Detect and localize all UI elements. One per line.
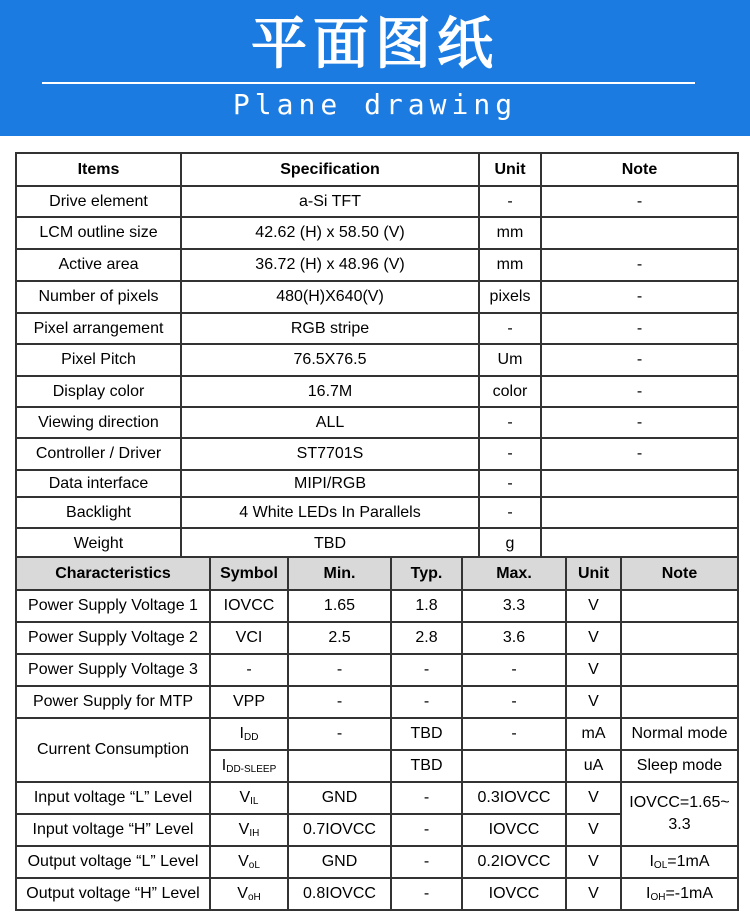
row-symbol [210, 846, 288, 878]
row-min: GND [288, 846, 391, 878]
row-note: Normal mode [621, 718, 738, 750]
table-row [16, 590, 738, 622]
row-note [621, 846, 738, 878]
row-max: 0.2IOVCC [462, 846, 566, 878]
row-symbol [210, 750, 288, 782]
row-unit: mA [566, 718, 621, 750]
cell-specification: 4 White LEDs In Parallels [181, 497, 479, 528]
row-max: - [462, 718, 566, 750]
cell-item: Controller / Driver [16, 438, 181, 470]
characteristics-header-row [16, 557, 738, 590]
table-row [16, 846, 738, 878]
spec-header-row [16, 153, 738, 186]
characteristics-table [15, 556, 739, 911]
cell-note [541, 497, 738, 528]
row-max: - [462, 686, 566, 718]
symbol-main: V [238, 853, 249, 870]
note-subscript: OH [650, 892, 666, 903]
row-note [621, 686, 738, 718]
table-row [16, 376, 738, 407]
table-row [16, 470, 738, 497]
table-row [16, 497, 738, 528]
table-row [16, 249, 738, 281]
header-symbol: Symbol [210, 557, 288, 590]
symbol-subscript: IH [249, 828, 260, 839]
row-typ: - [391, 654, 462, 686]
row-max: 3.3 [462, 590, 566, 622]
row-typ: TBD [391, 750, 462, 782]
row-min: 2.5 [288, 622, 391, 654]
cell-unit: - [479, 438, 541, 470]
row-symbol [210, 878, 288, 910]
note-main: I [649, 853, 654, 870]
table-row [16, 782, 738, 814]
cell-specification: ALL [181, 407, 479, 438]
cell-specification: 42.62 (H) x 58.50 (V) [181, 217, 479, 249]
row-symbol [210, 814, 288, 846]
symbol-main: V [237, 885, 248, 902]
cell-specification: 36.72 (H) x 48.96 (V) [181, 249, 479, 281]
cell-specification: ST7701S [181, 438, 479, 470]
cell-unit: g [479, 528, 541, 559]
row-min: - [288, 686, 391, 718]
row-min [288, 750, 391, 782]
symbol-main: I [221, 757, 227, 774]
cell-item: Weight [16, 528, 181, 559]
row-unit: V [566, 686, 621, 718]
note-rest: =1mA [667, 853, 710, 870]
row-unit: V [566, 846, 621, 878]
table-row [16, 718, 738, 750]
row-typ: - [391, 782, 462, 814]
table-row [16, 528, 738, 559]
cell-item: Backlight [16, 497, 181, 528]
row-label: Output voltage “L” Level [16, 846, 210, 878]
row-label: Input voltage “L” Level [16, 782, 210, 814]
row-symbol: VCI [210, 622, 288, 654]
cell-item: Display color [16, 376, 181, 407]
table-row [16, 878, 738, 910]
cell-note: - [541, 407, 738, 438]
cell-item: Active area [16, 249, 181, 281]
header-unit: Unit [566, 557, 621, 590]
input-voltage-note [621, 782, 738, 846]
row-unit: V [566, 622, 621, 654]
row-max: 3.6 [462, 622, 566, 654]
cell-item: Data interface [16, 470, 181, 497]
title-banner [0, 0, 750, 136]
cell-unit: - [479, 186, 541, 217]
row-unit: uA [566, 750, 621, 782]
row-typ: - [391, 814, 462, 846]
cell-note: - [541, 281, 738, 313]
cell-unit: - [479, 470, 541, 497]
row-unit: V [566, 654, 621, 686]
cell-note [541, 470, 738, 497]
cell-specification: 76.5X76.5 [181, 344, 479, 376]
specification-table [15, 152, 739, 560]
banner-title-chinese: 平面图纸 [251, 12, 499, 77]
row-label: Power Supply Voltage 1 [16, 590, 210, 622]
cell-specification: RGB stripe [181, 313, 479, 344]
table-row [16, 438, 738, 470]
cell-item: Number of pixels [16, 281, 181, 313]
table-row [16, 622, 738, 654]
banner-divider [42, 82, 695, 84]
row-label: Power Supply Voltage 3 [16, 654, 210, 686]
cell-unit: - [479, 407, 541, 438]
row-max: 0.3IOVCC [462, 782, 566, 814]
table-row [16, 281, 738, 313]
cell-specification: TBD [181, 528, 479, 559]
cell-note [541, 528, 738, 559]
symbol-subscript: oH [247, 892, 261, 903]
row-typ: - [391, 686, 462, 718]
cell-unit: - [479, 497, 541, 528]
cell-specification: a-Si TFT [181, 186, 479, 217]
row-min: - [288, 654, 391, 686]
cell-item: LCM outline size [16, 217, 181, 249]
cell-unit: mm [479, 217, 541, 249]
row-unit: V [566, 814, 621, 846]
symbol-subscript: IL [250, 796, 259, 807]
header-typ: Typ. [391, 557, 462, 590]
row-unit: V [566, 590, 621, 622]
row-max [462, 750, 566, 782]
row-min: GND [288, 782, 391, 814]
table-row [16, 686, 738, 718]
cell-item: Pixel arrangement [16, 313, 181, 344]
symbol-main: I [239, 725, 244, 742]
row-symbol: - [210, 654, 288, 686]
cell-unit: pixels [479, 281, 541, 313]
note-rest: =-1mA [665, 885, 714, 902]
row-max: IOVCC [462, 878, 566, 910]
row-unit: V [566, 878, 621, 910]
header-item: Items [16, 153, 181, 186]
cell-note: - [541, 438, 738, 470]
cell-item: Viewing direction [16, 407, 181, 438]
table-row [16, 217, 738, 249]
row-note: Sleep mode [621, 750, 738, 782]
row-unit: V [566, 782, 621, 814]
row-min: 1.65 [288, 590, 391, 622]
cell-note [541, 217, 738, 249]
row-symbol [210, 782, 288, 814]
table-row [16, 186, 738, 217]
row-min: 0.8IOVCC [288, 878, 391, 910]
table-row [16, 344, 738, 376]
cell-unit: mm [479, 249, 541, 281]
row-label: Output voltage “H” Level [16, 878, 210, 910]
symbol-main: V [239, 789, 251, 806]
symbol-subscript: DD-SLEEP [226, 764, 277, 775]
row-min: - [288, 718, 391, 750]
row-label: Power Supply Voltage 2 [16, 622, 210, 654]
row-symbol: VPP [210, 686, 288, 718]
row-min: 0.7IOVCC [288, 814, 391, 846]
row-symbol [210, 718, 288, 750]
symbol-subscript: oL [248, 860, 260, 871]
row-note [621, 622, 738, 654]
row-symbol: IOVCC [210, 590, 288, 622]
cell-specification: 480(H)X640(V) [181, 281, 479, 313]
header-max: Max. [462, 557, 566, 590]
cell-specification: MIPI/RGB [181, 470, 479, 497]
input-note-line-2: 3.3 [668, 816, 691, 833]
cell-note: - [541, 313, 738, 344]
header-note: Note [541, 153, 738, 186]
note-subscript: OL [653, 860, 668, 871]
row-typ: - [391, 878, 462, 910]
note-main: I [645, 885, 651, 902]
row-note [621, 654, 738, 686]
symbol-main: V [238, 821, 250, 838]
cell-note: - [541, 376, 738, 407]
row-note [621, 590, 738, 622]
row-typ: TBD [391, 718, 462, 750]
current-consumption-label: Current Consumption [16, 718, 210, 782]
row-note [621, 878, 738, 910]
row-label: Power Supply for MTP [16, 686, 210, 718]
header-characteristics: Characteristics [16, 557, 210, 590]
cell-note: - [541, 344, 738, 376]
table-row [16, 313, 738, 344]
input-note-line-1: IOVCC=1.65~ [629, 794, 730, 811]
cell-note: - [541, 186, 738, 217]
row-typ: 1.8 [391, 590, 462, 622]
row-typ: 2.8 [391, 622, 462, 654]
row-typ: - [391, 846, 462, 878]
banner-title-english: Plane drawing [232, 88, 518, 121]
row-max: IOVCC [462, 814, 566, 846]
cell-unit: color [479, 376, 541, 407]
header-note: Note [621, 557, 738, 590]
symbol-subscript: DD [244, 732, 259, 743]
cell-unit: Um [479, 344, 541, 376]
cell-note: - [541, 249, 738, 281]
cell-item: Drive element [16, 186, 181, 217]
row-max: - [462, 654, 566, 686]
cell-unit: - [479, 313, 541, 344]
header-min: Min. [288, 557, 391, 590]
table-row [16, 407, 738, 438]
header-specification: Specification [181, 153, 479, 186]
header-unit: Unit [479, 153, 541, 186]
cell-specification: 16.7M [181, 376, 479, 407]
table-row [16, 654, 738, 686]
row-label: Input voltage “H” Level [16, 814, 210, 846]
cell-item: Pixel Pitch [16, 344, 181, 376]
